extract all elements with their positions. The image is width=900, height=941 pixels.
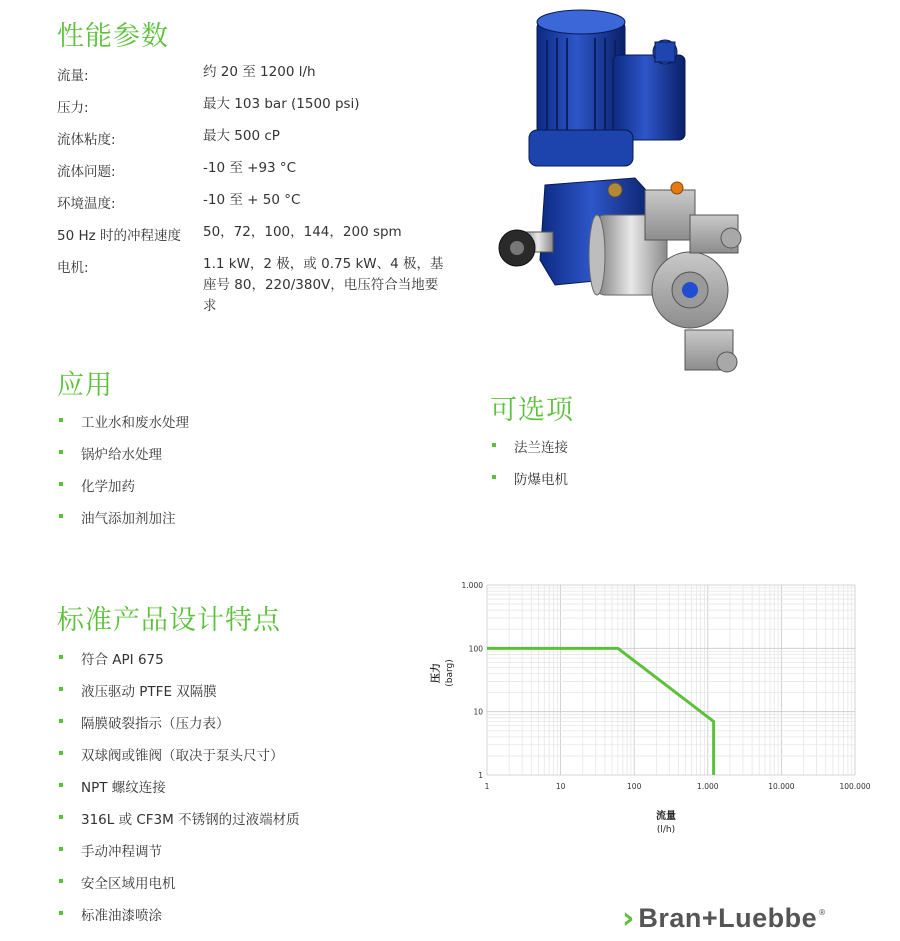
x-tick-label: 100 <box>627 782 642 791</box>
y-tick-label: 100 <box>468 644 483 654</box>
y-tick-labels <box>462 581 484 780</box>
spec-label: 环境温度: <box>57 196 116 212</box>
list-item: 隔膜破裂指示（压力表） <box>57 712 300 744</box>
x-axis-unit: (l/h) <box>656 825 676 835</box>
brand-logo <box>622 898 826 938</box>
spec-label: 压力: <box>57 100 89 116</box>
list-item: 化学加药 <box>57 475 189 507</box>
chevron-logo-icon: › <box>622 900 635 936</box>
list-item: 双球阀或锥阀（取决于泵头尺寸） <box>57 744 300 776</box>
chart-grid <box>487 585 855 775</box>
registered-mark: ® <box>818 907 827 917</box>
list-item: NPT 螺纹连接 <box>57 776 300 808</box>
spec-label: 50 Hz 时的冲程速度 <box>57 228 181 244</box>
list-item: 锅炉给水处理 <box>57 443 189 475</box>
spec-value: 1.1 kW，2 极，或 0.75 kW、4 极，基座号 80，220/380V，电压符合当地要求 <box>203 256 444 314</box>
list-item: 手动冲程调节 <box>57 840 300 872</box>
spec-label: 流体粘度: <box>57 132 116 148</box>
list-item: 油气添加剂加注 <box>57 507 189 539</box>
x-tick-labels <box>485 782 871 791</box>
y-axis-unit: (barg) <box>445 659 455 687</box>
y-tick-label: 1.000 <box>461 581 483 590</box>
x-tick-label: 1.000 <box>697 782 719 791</box>
list-item: 法兰连接 <box>490 436 568 468</box>
spec-value: 最大 500 cP <box>203 128 280 144</box>
applications-list <box>57 411 189 539</box>
list-item: 安全区域用电机 <box>57 872 300 904</box>
x-tick-label: 10 <box>555 782 566 791</box>
list-item: 316L 或 CF3M 不锈钢的过液端材质 <box>57 808 300 840</box>
list-item: 液压驱动 PTFE 双隔膜 <box>57 680 300 712</box>
spec-label: 电机: <box>57 260 89 276</box>
spec-label: 流体问题: <box>57 164 116 180</box>
options-list <box>490 436 568 500</box>
brand-name: Bran+Luebbe <box>638 902 818 933</box>
spec-value: 最大 103 bar (1500 psi) <box>203 96 360 112</box>
x-tick-label: 10.000 <box>768 782 795 791</box>
performance-title: 性能参数 <box>57 21 169 52</box>
features-title: 标准产品设计特点 <box>57 605 281 636</box>
list-item: 标准油漆喷涂 <box>57 904 300 936</box>
pump-illustration <box>495 0 775 390</box>
x-tick-label: 1 <box>484 782 490 791</box>
x-tick-label: 100.000 <box>839 782 871 791</box>
list-item: 防爆电机 <box>490 468 568 500</box>
spec-value: 约 20 至 1200 l/h <box>203 64 316 80</box>
y-axis-label: 压力 <box>431 663 442 683</box>
applications-title: 应用 <box>57 370 113 401</box>
spec-value: -10 至 + 50 °C <box>203 192 301 208</box>
pressure-flow-chart <box>425 565 885 845</box>
list-item: 符合 API 675 <box>57 648 300 680</box>
y-tick-label: 10 <box>473 707 483 717</box>
spec-value: 50，72，100，144，200 spm <box>203 224 402 240</box>
features-list <box>57 648 300 936</box>
spec-value: -10 至 +93 °C <box>203 160 297 176</box>
list-item: 工业水和废水处理 <box>57 411 189 443</box>
spec-label: 流量: <box>57 68 89 84</box>
x-axis-label: 流量 <box>656 811 676 822</box>
options-title: 可选项 <box>490 395 574 426</box>
y-tick-label: 1 <box>478 771 483 780</box>
